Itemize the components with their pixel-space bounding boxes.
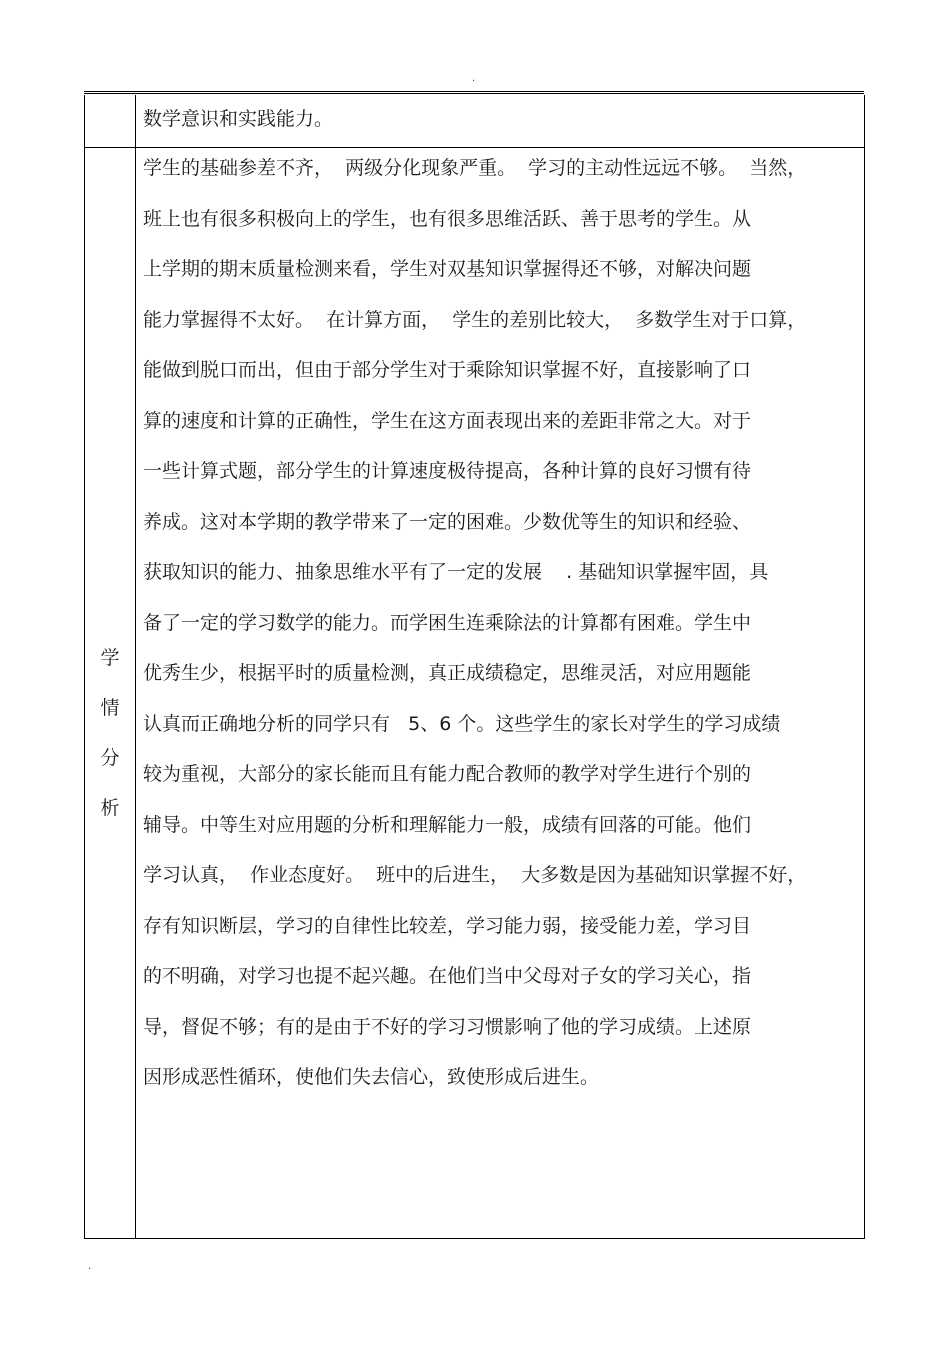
text-line: 认真而正确地分析的同学只有 5、6 个。这些学生的家长对学生的学习成绩 xyxy=(143,712,781,735)
text-line: 较为重视，大部分的家长能而且有能力配合教师的教学对学生进行个别的 xyxy=(143,763,752,785)
text-line: 因形成恶性循环，使他们失去信心，致使形成后进生。 xyxy=(143,1066,600,1088)
text-line: 导，督促不够；有的是由于不好的学习习惯影响了他的学习成绩。上述原 xyxy=(143,1015,752,1038)
text-line: 上学期的期末质量检测来看，学生对双基知识掌握得还不够，对解决问题 xyxy=(143,258,752,280)
header-rule xyxy=(84,91,864,94)
label-char: 学 xyxy=(100,647,120,669)
page-top-mark: . xyxy=(472,73,476,84)
text-line: 班上也有很多积极向上的学生，也有很多思维活跃、善于思考的学生。从 xyxy=(143,207,752,230)
label-char: 分 xyxy=(100,747,120,769)
label-char: 情 xyxy=(100,697,120,719)
row-divider xyxy=(85,147,864,148)
text-line: 获取知识的能力、抽象思维水平有了一定的发展 . 基础知识掌握牢固，具 xyxy=(143,561,769,583)
text-line: 的不明确，对学习也提不起兴趣。在他们当中父母对子女的学习关心，指 xyxy=(143,965,752,987)
text-line: 优秀生少，根据平时的质量检测，真正成绩稳定，思维灵活，对应用题能 xyxy=(143,662,752,684)
text-line: 一些计算式题，部分学生的计算速度极待提高，各种计算的良好习惯有待 xyxy=(143,460,752,482)
text-line: 养成。这对本学期的教学带来了一定的困难。少数优等生的知识和经验、 xyxy=(143,510,752,533)
student-analysis-label xyxy=(85,633,135,833)
text-line: 学生的基础参差不齐， 两级分化现象严重。 学习的主动性远远不够。 当然， xyxy=(143,157,807,179)
text-line: 存有知识断层，学习的自律性比较差，学习能力弱，接受能力差，学习目 xyxy=(143,914,752,937)
text-line: 备了一定的学习数学的能力。而学困生连乘除法的计算都有困难。学生中 xyxy=(143,611,752,634)
text-line: 学习认真， 作业态度好。 班中的后进生， 大多数是因为基础知识掌握不好， xyxy=(143,864,807,886)
row1-content: 数学意识和实践能力。 xyxy=(143,108,334,130)
student-analysis-text xyxy=(143,150,859,1110)
text-line: 能做到脱口而出，但由于部分学生对于乘除知识掌握不好，直接影响了口 xyxy=(143,359,752,381)
column-divider xyxy=(135,95,136,1238)
label-char: 析 xyxy=(100,797,120,819)
text-line: 算的速度和计算的正确性，学生在这方面表现出来的差距非常之大。对于 xyxy=(143,409,752,432)
text-line: 能力掌握得不太好。 在计算方面， 学生的差别比较大， 多数学生对于口算， xyxy=(143,308,807,331)
text-line: 辅导。中等生对应用题的分析和理解能力一般，成绩有回落的可能。他们 xyxy=(143,813,752,836)
lesson-plan-table xyxy=(84,95,865,1239)
page-bottom-mark: . xyxy=(88,1261,92,1272)
